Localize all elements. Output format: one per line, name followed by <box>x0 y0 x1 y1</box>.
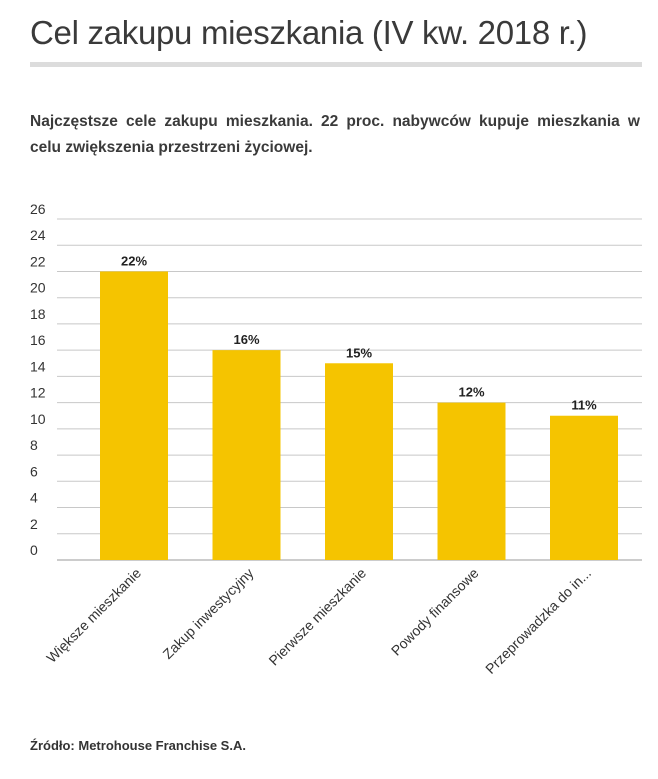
y-tick-label: 12 <box>30 384 46 401</box>
bar <box>438 403 506 560</box>
y-tick-label: 4 <box>30 489 38 506</box>
y-tick-label: 22 <box>30 253 46 270</box>
x-tick-label: Powody finansowe <box>387 564 482 659</box>
x-tick-label: Zakup inwestycyjny <box>159 564 257 662</box>
bar <box>213 350 281 560</box>
data-label: 15% <box>345 345 373 361</box>
source-note: Źródło: Metrohouse Franchise S.A. <box>30 738 246 753</box>
x-tick-label: Większe mieszkanie <box>43 564 145 666</box>
y-tick-label: 0 <box>30 542 38 558</box>
x-axis-labels <box>43 565 594 677</box>
bar <box>550 416 618 560</box>
data-label: 11% <box>571 397 597 413</box>
y-tick-label: 24 <box>30 227 46 244</box>
chart-subtitle: Najczęstsze cele zakupu mieszkania. 22 proc. nabywców kupuje mieszkania w celu zwiększenia przestrzeni życiowej. <box>30 113 640 156</box>
bars <box>100 271 618 560</box>
y-tick-label: 2 <box>30 515 38 532</box>
y-tick-label: 16 <box>30 332 46 349</box>
title-divider <box>30 62 642 67</box>
data-label: 22% <box>120 253 148 269</box>
y-tick-label: 10 <box>30 410 46 427</box>
y-tick-label: 8 <box>30 437 38 454</box>
data-label: 16% <box>233 332 260 348</box>
y-tick-label: 26 <box>30 201 46 217</box>
data-label: 12% <box>458 384 485 400</box>
y-tick-label: 14 <box>30 358 46 375</box>
x-tick-label: Przeprowadzka do in... <box>482 564 595 677</box>
bar <box>325 363 393 560</box>
y-axis-ticks <box>30 201 46 558</box>
y-tick-label: 20 <box>30 279 46 296</box>
bar <box>100 271 168 560</box>
page-title: Cel zakupu mieszkania (IV kw. 2018 r.) <box>30 14 588 51</box>
y-tick-label: 18 <box>30 305 46 322</box>
x-tick-label: Pierwsze mieszkanie <box>265 564 370 669</box>
y-tick-label: 6 <box>30 463 38 480</box>
bar-chart <box>0 190 658 710</box>
